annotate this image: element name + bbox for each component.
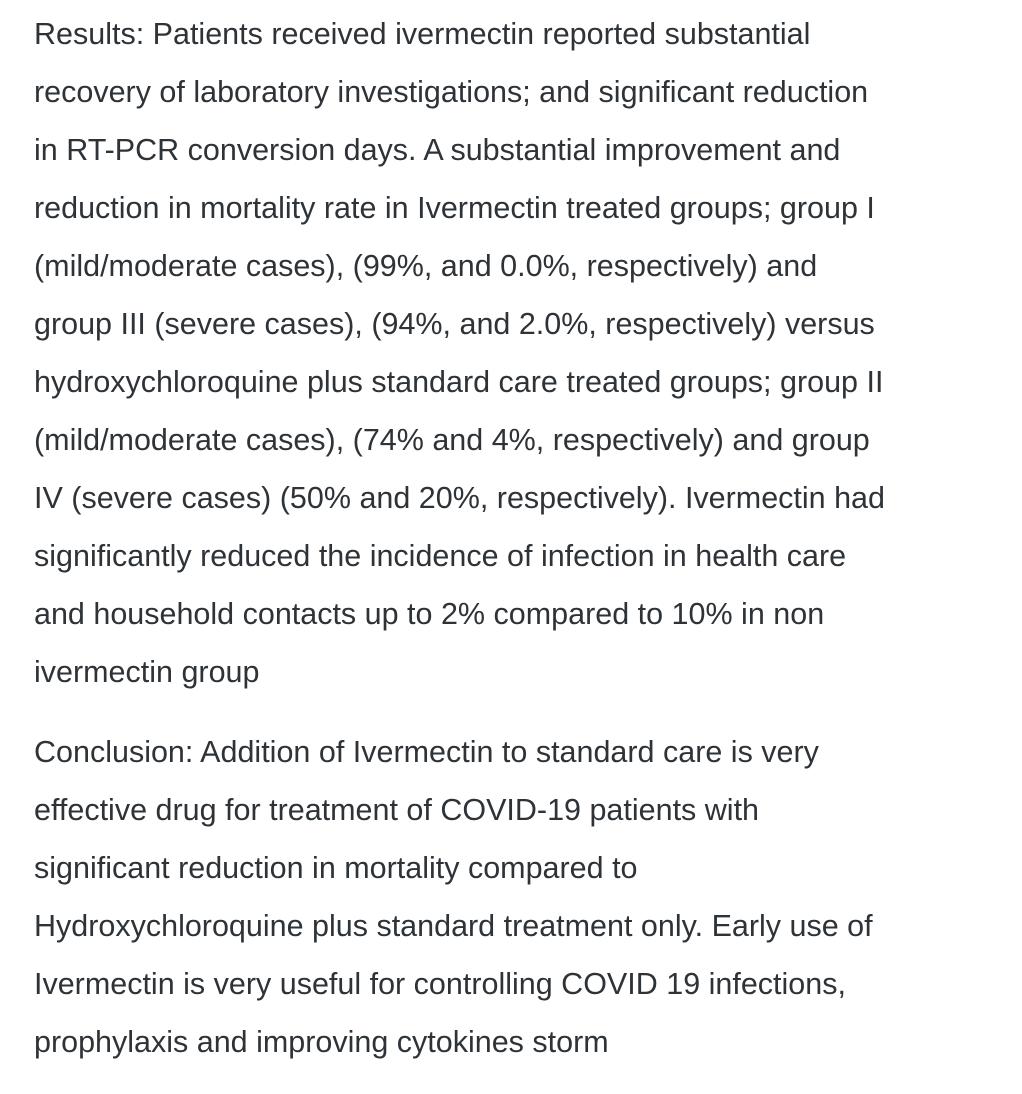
text-line: Conclusion: Addition of Ivermectin to standard care is very — [34, 735, 819, 769]
text-line: Hydroxychloroquine plus standard treatment only. Early use of — [34, 909, 873, 943]
conclusion-paragraph — [34, 723, 994, 1071]
text-line: IV (severe cases) (50% and 20%, respectively). Ivermectin had — [34, 481, 885, 515]
text-line: group III (severe cases), (94%, and 2.0%, respectively) versus — [34, 307, 875, 341]
text-line: prophylaxis and improving cytokines storm — [34, 1025, 609, 1059]
text-line: hydroxychloroquine plus standard care treated groups; group II — [34, 365, 884, 399]
text-line: effective drug for treatment of COVID-19 patients with — [34, 793, 760, 827]
text-line: significant reduction in mortality compared to — [34, 851, 638, 885]
text-line: and household contacts up to 2% compared to 10% in non — [34, 597, 825, 631]
text-line: (mild/moderate cases), (99%, and 0.0%, respectively) and — [34, 249, 818, 283]
text-line: recovery of laboratory investigations; and significant reduction — [34, 75, 869, 109]
text-line: Ivermectin is very useful for controlling COVID 19 infections, — [34, 967, 846, 1001]
text-line: ivermectin group — [34, 655, 260, 689]
article-text — [34, 5, 994, 1071]
text-line: significantly reduced the incidence of infection in health care — [34, 539, 847, 573]
text-line: reduction in mortality rate in Ivermectin treated groups; group I — [34, 191, 875, 225]
results-paragraph — [34, 5, 994, 701]
text-line: in RT-PCR conversion days. A substantial improvement and — [34, 133, 841, 167]
text-line: Results: Patients received ivermectin reported substantial — [34, 17, 811, 51]
text-line: (mild/moderate cases), (74% and 4%, respectively) and group — [34, 423, 870, 457]
